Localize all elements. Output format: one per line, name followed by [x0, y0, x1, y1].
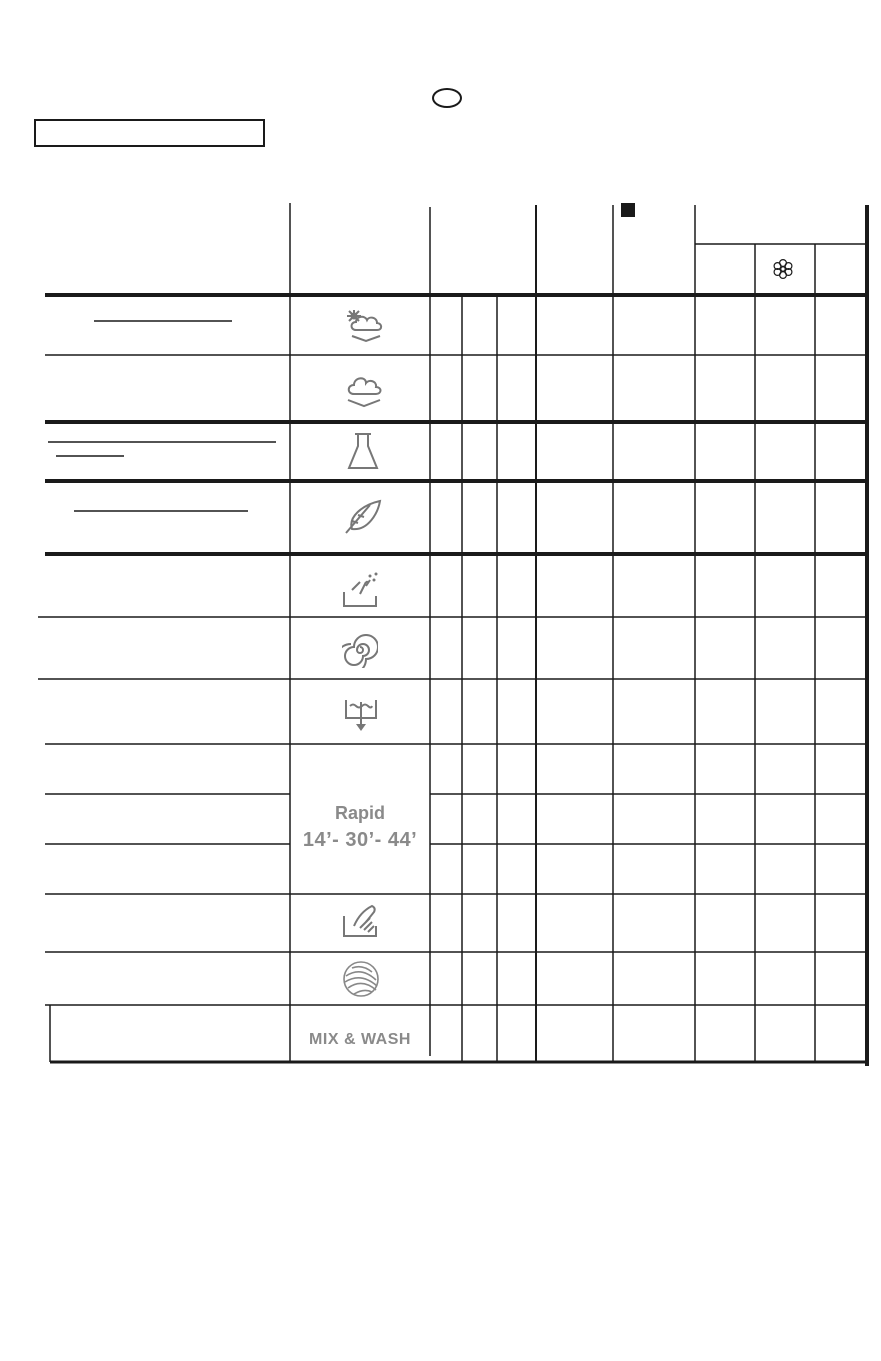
- drain-icon: [342, 694, 382, 734]
- flask-icon: [346, 430, 380, 472]
- wool-icon: [340, 958, 382, 1000]
- sun-cloud-icon: [342, 306, 390, 344]
- rapid-label: Rapid: [334, 803, 385, 823]
- shower-tub-icon: [340, 570, 384, 610]
- mix-wash-label: MIX & WASH: [309, 1031, 411, 1048]
- flower-icon: [772, 258, 794, 280]
- rapid-times-label: 14’- 30’- 44’: [302, 829, 418, 851]
- spiral-spin-icon: [342, 632, 378, 668]
- hand-wash-icon: [340, 902, 384, 942]
- cloud-icon: [340, 368, 388, 408]
- feather-icon: [340, 497, 384, 537]
